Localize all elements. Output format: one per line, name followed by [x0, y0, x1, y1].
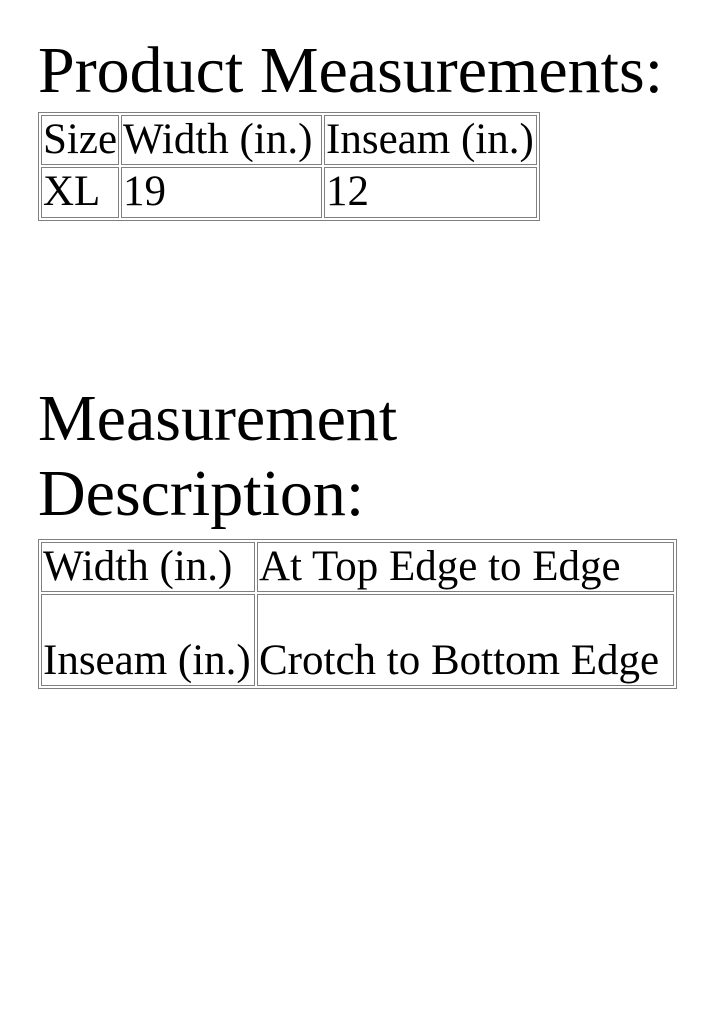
cell-size-value: XL	[41, 167, 119, 217]
header-cell-width: Width (in.)	[121, 115, 322, 165]
measurement-description-table	[38, 539, 677, 689]
measurements-data-row	[41, 167, 537, 217]
product-measurements-table	[38, 112, 540, 221]
product-measurements-heading: Product Measurements:	[38, 34, 664, 107]
cell-measurement-name: Inseam (in.)	[41, 594, 255, 686]
measurements-header-row	[41, 115, 537, 165]
description-row-width	[41, 542, 674, 592]
cell-measurement-description: At Top Edge to Edge	[257, 542, 674, 592]
cell-width-value: 19	[121, 167, 322, 217]
cell-inseam-value: 12	[324, 167, 537, 217]
cell-measurement-name: Width (in.)	[41, 542, 255, 592]
header-cell-size: Size	[41, 115, 119, 165]
description-row-inseam	[41, 594, 674, 686]
header-cell-inseam: Inseam (in.)	[324, 115, 537, 165]
cell-measurement-description: Crotch to Bottom Edge	[257, 594, 674, 686]
measurement-description-heading: Measurement Description:	[38, 381, 398, 530]
